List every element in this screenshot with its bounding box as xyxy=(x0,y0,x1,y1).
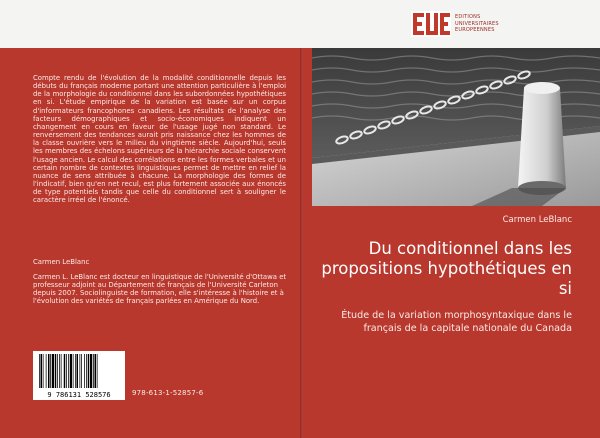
barcode-bar xyxy=(48,354,50,388)
barcode-bar xyxy=(52,354,54,388)
logo-line: EUROPEENNES xyxy=(455,27,495,33)
isbn: 978-613-1-52857-6 xyxy=(132,389,204,397)
book-title: Du conditionnel dans les propositions hypothétiques en si xyxy=(321,239,572,298)
back-summary: Compte rendu de l'évolution de la modalité conditionnelle depuis les débuts du français moderne portant une attention particulière à l'emploi de la morphologie du conditionnel dans les subordonnées hypothétiques en si. L'étude empirique de la variation est basée sur un corpus d'informateurs francophones canadiens. Les résultats de l'analyse des facteurs démographiques et socio-économiques indiquent un changement en cours en faveur de l'usage jugé non standard. Le renversement des tendances aurait pris naissance chez les hommes de la classe ouvrière vers le milieu du vingtième siècle. Aujourd'hui, seuls les membres des échelons supérieurs de la hiérarchie sociale conservent l'usage ancien. Le calcul des corrélations entre les formes verbales et un certain nombre de contextes linguistiques permet de mettre en relief la nuance de sens attribuée à chacune. La morphologie des formes de l'indicatif, bien qu'en net recul, est plus fortement associée aux énoncés de type potentiels tandis que celle du conditionnel sert à souligner le caractère irréel de l'énoncé. xyxy=(33,74,286,205)
barcode xyxy=(33,351,125,400)
barcode-bar xyxy=(66,354,67,388)
logo-text xyxy=(455,14,499,34)
back-author: Carmen LeBlanc xyxy=(33,258,90,266)
barcode-bar xyxy=(68,354,69,388)
barcode-bar xyxy=(77,354,79,388)
barcode-bar xyxy=(55,354,57,388)
barcode-bar xyxy=(43,354,44,388)
harbor-bollard-image xyxy=(312,48,600,206)
author-bio: Carmen L. LeBlanc est docteur en linguistique de l'Université d'Ottawa et professeur adjoint au Département de français de l'Université Carleton depuis 2007. Sociolinguiste de formation, elle s'intéresse à l'histoire et à l'évolution des variétés de français parlées en Amérique du Nord. xyxy=(33,273,287,306)
spine-fold xyxy=(300,48,303,438)
barcode-icon xyxy=(33,351,125,400)
publisher-logo xyxy=(411,9,511,39)
barcode-bar xyxy=(84,354,85,388)
barcode-bar xyxy=(80,354,81,388)
barcode-bar xyxy=(90,354,92,388)
logo-line: UNIVERSITAIRES xyxy=(455,20,499,27)
front-author: Carmen LeBlanc xyxy=(502,215,572,225)
barcode-bar xyxy=(46,354,47,388)
barcode-bar xyxy=(97,354,98,388)
barcode-bar xyxy=(61,354,62,388)
barcode-bar xyxy=(41,354,43,388)
book-subtitle: Étude de la variation morphosyntaxique dans le français de la capitale nationale du Canada xyxy=(341,310,572,334)
barcode-bar xyxy=(64,354,66,388)
barcode-bar xyxy=(81,354,82,388)
barcode-bar xyxy=(70,354,72,388)
barcode-bar xyxy=(93,354,94,388)
barcode-bar xyxy=(88,354,90,388)
cover-photo xyxy=(312,48,600,206)
barcode-bar xyxy=(59,354,60,388)
barcode-bar xyxy=(86,354,87,388)
barcode-bar xyxy=(75,354,76,388)
barcode-bar xyxy=(73,354,74,388)
barcode-bar xyxy=(50,354,51,388)
barcode-bar xyxy=(57,354,58,388)
barcode-bar xyxy=(39,354,40,388)
barcode-digits: 9 786131 528576 xyxy=(47,391,111,399)
logo-line: EDITIONS xyxy=(455,14,481,20)
barcode-bar xyxy=(95,354,97,388)
eue-logo-icon xyxy=(411,9,451,39)
